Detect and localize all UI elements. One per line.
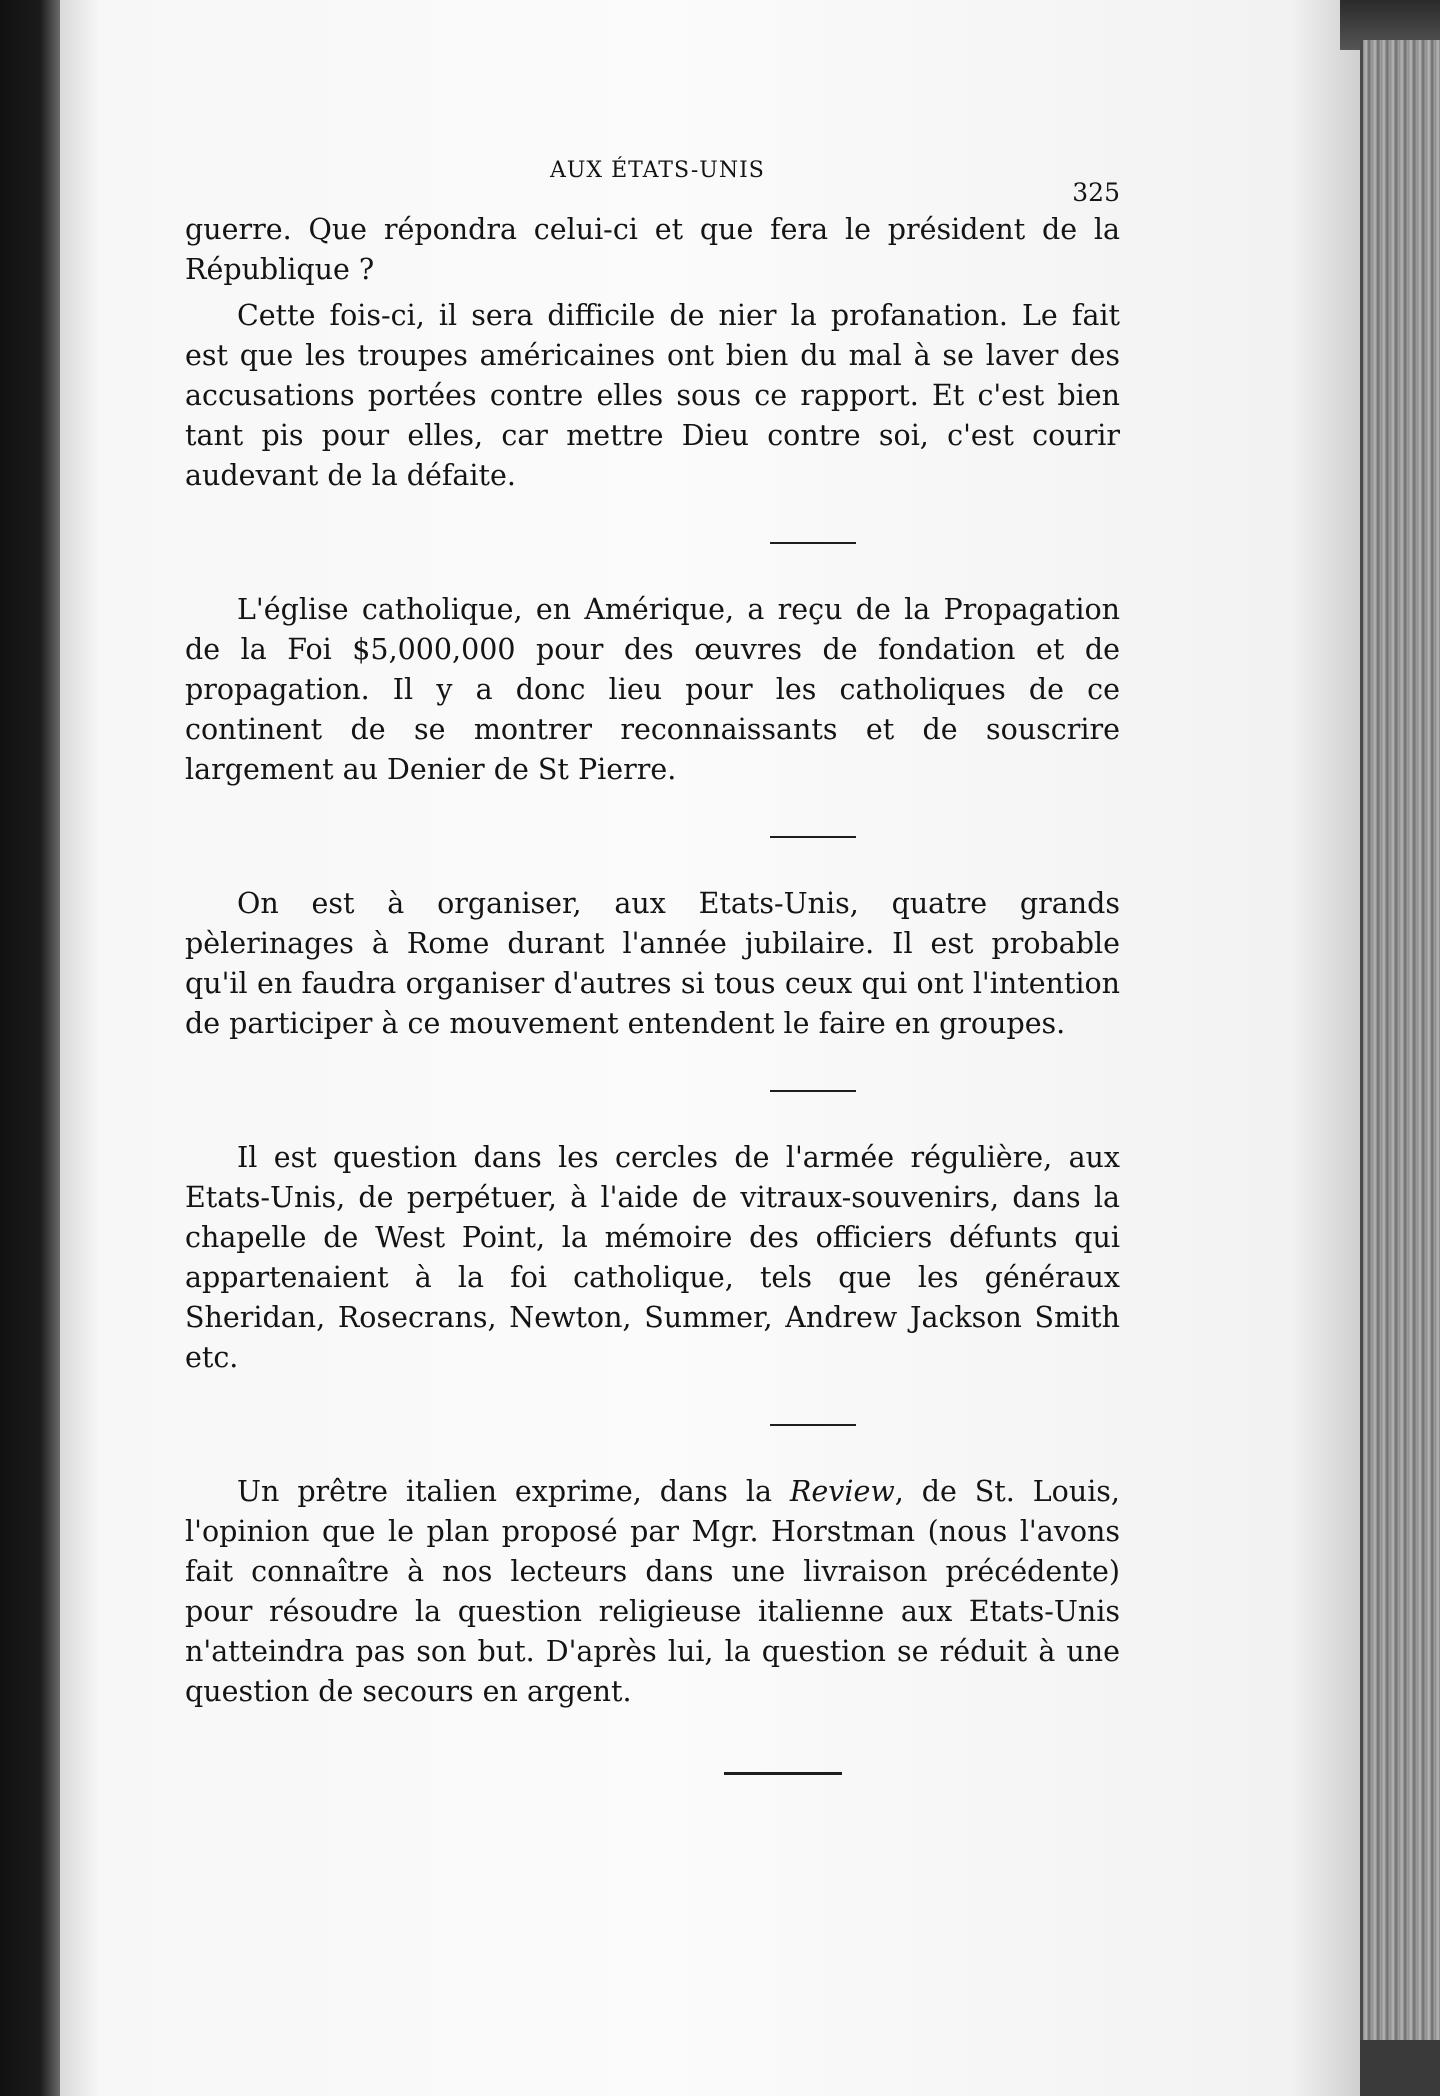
paragraph-2: Cette fois-ci, il sera difficile de nier la profanation. Le fait est que les troupes américaines ont bien du mal à se laver des accusations portées contre elles sous ce rapport. Et c'est bien tant pis pour elles, car mettre Dieu contre soi, c'est courir audevant de la défaite.	[185, 299, 1120, 492]
film-left-margin	[0, 0, 60, 2096]
paragraph-3: L'église catholique, en Amérique, a reçu de la Propagation de la Foi $5,000,000 pour des œuvres de fondation et de propagation. Il y a donc lieu pour les catholiques de ce continent de se montrer reconnaissants et de souscrire largement au Denier de St Pierre.	[185, 593, 1120, 786]
page-number: 325	[1072, 178, 1120, 207]
paragraph-1: guerre. Que répondra celui-ci et que fera le président de la République ?	[185, 213, 1120, 286]
paragraph-6	[185, 1472, 1120, 1712]
paragraph-6-end: , de St. Louis, l'opinion que le plan proposé par Mgr. Horstman (nous l'avons fait connaître à nos lecteurs dans une livraison précédente) pour résoudre la question religieuse italienne aux Etats-Unis n'atteindra pas son but. D'après lui, la question se réduit à une question de secours en argent.	[185, 1475, 1120, 1708]
running-head	[185, 150, 1120, 210]
running-title: AUX ÉTATS-UNIS	[550, 158, 765, 183]
section-separator	[770, 542, 856, 544]
section-separator	[770, 1090, 856, 1092]
page-edges	[1360, 40, 1440, 2040]
paragraph-6-start: Un prêtre italien exprime, dans la	[237, 1475, 790, 1508]
end-rule	[724, 1772, 842, 1775]
page-content	[185, 150, 1120, 1821]
section-separator	[770, 836, 856, 838]
section-separator	[770, 1424, 856, 1426]
journal-title: Review	[789, 1475, 895, 1508]
paragraph-4: On est à organiser, aux Etats-Unis, quatre grands pèlerinages à Rome durant l'année jubilaire. Il est probable qu'il en faudra organiser d'autres si tous ceux qui ont l'intention de participer à ce mouvement entendent le faire en groupes.	[185, 887, 1120, 1040]
paragraph-5: Il est question dans les cercles de l'armée régulière, aux Etats-Unis, de perpétuer, à l'aide de vitraux-souvenirs, dans la chapelle de West Point, la mémoire des officiers défunts qui appartenaient à la foi catholique, tels que les généraux Sheridan, Rosecrans, Newton, Summer, Andrew Jackson Smith etc.	[185, 1141, 1120, 1374]
